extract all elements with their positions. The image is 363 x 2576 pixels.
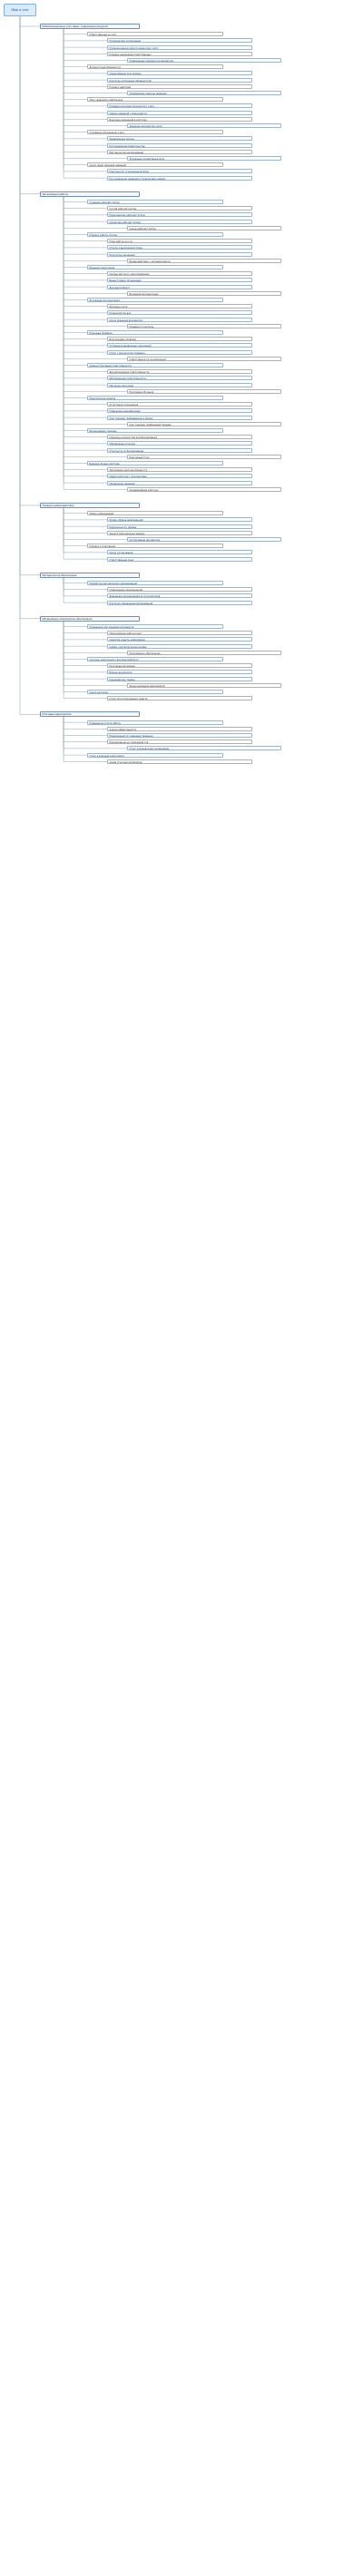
connector-line	[64, 26, 107, 47]
item-node[interactable]: Бронирование граждан	[87, 428, 223, 433]
section-node[interactable]: Порядок взаимодействия	[40, 503, 140, 508]
item-node[interactable]: Повышение квалификации	[107, 408, 252, 413]
connector-line	[64, 26, 87, 100]
item-node[interactable]: Бланки документов	[107, 670, 252, 674]
item-node[interactable]: Федеральные законы	[107, 136, 252, 141]
item-node[interactable]: План работы на год	[107, 239, 252, 243]
item-node[interactable]: Ответственность за нарушения	[127, 357, 281, 361]
item-node[interactable]: Члены рабочей группы	[127, 226, 281, 230]
connector-line	[20, 16, 40, 505]
section-node[interactable]: Мобилизационные учет меры, снаряжение ресурсов	[40, 24, 140, 29]
item-node[interactable]: Сверка карточек с документами	[107, 474, 252, 478]
connector-line	[64, 26, 107, 145]
connector-line	[64, 194, 87, 366]
connector-line	[64, 619, 107, 646]
item-node[interactable]: Ежегодно до установленной даты	[107, 169, 252, 173]
item-node[interactable]: Ежегодный отчет	[127, 455, 281, 459]
connector-line	[64, 26, 107, 54]
connector-line	[20, 16, 40, 714]
item-node[interactable]: Плановые проверки	[87, 330, 223, 335]
connector-line	[64, 619, 87, 660]
item-node[interactable]: Хранение документов учета	[127, 123, 281, 128]
connector-line	[64, 194, 107, 313]
item-node[interactable]: Планирование на следующий год	[107, 739, 252, 744]
connector-line	[64, 194, 107, 215]
item-node[interactable]: Взаимодействие с органами власти	[127, 259, 281, 263]
item-node[interactable]: Сверка сведений с военкоматом	[107, 111, 252, 115]
item-node[interactable]: Отчеты о выполнении плана	[107, 245, 252, 250]
item-node[interactable]: Средства защиты информации	[107, 637, 252, 642]
item-node[interactable]: Согласование документов	[127, 537, 281, 542]
connector-line	[20, 16, 40, 194]
item-node[interactable]: Локальные нормативные акты	[127, 156, 281, 161]
item-node[interactable]: Программа обучения	[127, 389, 281, 394]
connector-line	[64, 26, 107, 139]
item-node[interactable]: Проверки и контроль	[127, 324, 281, 328]
connector-line	[64, 575, 107, 602]
connector-line	[64, 194, 107, 352]
connector-line	[64, 194, 87, 235]
item-node[interactable]: Постановления правительства	[107, 143, 252, 148]
item-node[interactable]: Оформление отсрочки	[107, 441, 252, 446]
item-node[interactable]: Финансирование мероприятий	[127, 683, 281, 688]
item-node[interactable]: Входящая документация	[127, 291, 281, 296]
item-node[interactable]: Оборудование рабочих мест	[107, 631, 252, 635]
item-node[interactable]: Помещения для хранения документов	[87, 624, 223, 629]
item-node[interactable]: Обучение персонала	[107, 383, 252, 387]
section-node[interactable]: Итоговые мероприятия	[40, 711, 140, 717]
item-node[interactable]: Секретарь рабочей группы	[107, 220, 252, 224]
connector-line	[64, 194, 87, 398]
item-node[interactable]: Материальная ответственность	[107, 376, 252, 380]
section-node[interactable]: Методическое обеспечение	[40, 573, 140, 578]
item-node[interactable]: Отчет о результатах проверки	[107, 350, 252, 355]
connector-line	[20, 16, 40, 619]
connector-line	[64, 194, 107, 287]
item-node[interactable]: Внесение изменений в карточки	[107, 117, 252, 122]
item-node[interactable]: Устранение выявленных нарушений	[107, 343, 252, 348]
item-node[interactable]: Системы электронного документооборота	[87, 657, 223, 661]
item-node[interactable]: Ответственные лица	[107, 557, 252, 562]
item-node[interactable]: Утверждение приказом руководителя	[127, 58, 281, 63]
item-node[interactable]: Смета расходов	[87, 690, 223, 694]
item-node[interactable]: Дисциплинарная ответственность	[107, 369, 252, 374]
item-node[interactable]: Порядок работы группы	[87, 232, 223, 237]
item-node[interactable]: Анализ эффективности	[107, 727, 252, 731]
item-node[interactable]: Учет граждан пребывающих в запасе	[107, 416, 252, 420]
connector-line	[64, 619, 87, 692]
item-node[interactable]: Создание рабочей группы	[87, 200, 223, 204]
item-node[interactable]: Уполномоченное лицо по воинскому учету	[107, 45, 252, 50]
item-node[interactable]: Расходные материалы	[107, 663, 252, 668]
item-node[interactable]: Сроки представления сведений	[87, 162, 223, 167]
item-node[interactable]: Военный комиссариат	[87, 265, 223, 269]
item-node[interactable]: Заполнение карточек формы Т-2	[107, 467, 252, 472]
item-node[interactable]: Контроль исполнения обязанностей	[107, 78, 252, 83]
connector-line	[64, 194, 87, 268]
connector-line	[64, 505, 87, 546]
item-node[interactable]: Подведение итогов работы	[87, 720, 223, 725]
connector-line	[64, 194, 107, 372]
item-node[interactable]: Сроки согласования	[107, 550, 252, 554]
connector-line	[64, 714, 107, 741]
item-node[interactable]: Сбор сведений о работниках	[87, 97, 223, 102]
item-node[interactable]: Методические рекомендации	[107, 150, 252, 154]
item-node[interactable]: Должностные обязанности	[87, 64, 223, 69]
connector-line	[64, 194, 107, 221]
item-node[interactable]: Практические занятия	[87, 396, 223, 400]
item-node[interactable]: Отчет об использовании средств	[107, 696, 252, 700]
connector-line	[64, 26, 87, 132]
item-node[interactable]: Документооборот	[107, 285, 252, 289]
item-node[interactable]: Обмен информацией	[87, 511, 223, 515]
item-node[interactable]: Аттестация сотрудников	[107, 402, 252, 406]
item-node[interactable]: При изменении сведений в течение двух недель	[107, 176, 252, 181]
item-node[interactable]: Программное обеспечение	[127, 651, 281, 655]
item-node[interactable]: Номенклатура дел	[107, 310, 252, 315]
connector-line	[64, 194, 87, 300]
item-node[interactable]: Порядок назначения ответственных	[107, 52, 252, 56]
connector-line	[64, 194, 107, 417]
item-node[interactable]: Архив отчетных материалов	[107, 759, 252, 764]
item-node[interactable]: Журналы учета	[107, 304, 252, 309]
item-node[interactable]: Проверка документов воинского учета	[107, 103, 252, 108]
item-node[interactable]: Ответственные за учет	[87, 32, 223, 36]
item-node[interactable]: Утверждение рекомендаций	[107, 587, 252, 592]
item-node[interactable]: Порядок согласования	[87, 544, 223, 548]
item-node[interactable]: Определение перечня сведений	[127, 91, 281, 95]
connector-line	[64, 194, 107, 307]
connector-line	[64, 26, 87, 67]
item-node[interactable]: Контроль применения рекомендаций	[107, 601, 252, 605]
connector-line	[64, 714, 107, 735]
item-node[interactable]: Архивирование карточек	[127, 487, 281, 492]
connector-line	[64, 194, 107, 437]
section-node[interactable]: Материально-техническое обеспечение	[40, 616, 140, 622]
item-node[interactable]: Сроки хранения документов	[107, 318, 252, 322]
item-node[interactable]: Руководитель организации	[107, 38, 252, 43]
connector-line	[20, 16, 40, 26]
item-node[interactable]: Административная ответственность	[87, 363, 223, 367]
item-node[interactable]: Вышестоящие организации	[107, 278, 252, 282]
connector-line	[64, 194, 87, 431]
item-node[interactable]: Отчет руководителю организации	[127, 746, 281, 750]
connector-line	[64, 26, 107, 178]
connector-line	[64, 714, 87, 755]
item-node[interactable]: Перечень должностей для бронирования	[107, 435, 252, 439]
connector-line	[64, 505, 107, 533]
item-node[interactable]: Ведение личных карточек	[87, 461, 223, 465]
section-node[interactable]: Организация работы	[40, 191, 140, 197]
item-node[interactable]: Органы местного самоуправления	[107, 271, 252, 276]
root-node[interactable]: Сбор и учет	[4, 4, 36, 16]
item-node[interactable]: Периодичность обмена	[107, 524, 252, 529]
item-node[interactable]: Предложения по совершенствованию	[107, 733, 252, 738]
item-node[interactable]: Формы обмена информацией	[107, 517, 252, 522]
connector-line	[20, 16, 40, 575]
item-node[interactable]: Сейфы и металлические шкафы	[107, 644, 252, 649]
item-node[interactable]: Внеплановые проверки	[107, 337, 252, 341]
connector-line	[64, 194, 107, 483]
connector-line	[64, 194, 107, 346]
item-node[interactable]: Ознакомление под подпись	[107, 71, 252, 75]
connector-line	[64, 575, 107, 596]
item-node[interactable]: Защита персональных данных	[107, 531, 252, 535]
item-node[interactable]: Отчетность по бронированию	[107, 448, 252, 453]
item-node[interactable]: Разработка методических рекомендаций	[87, 581, 223, 585]
connector-line	[64, 194, 127, 424]
item-node[interactable]: Порядок действий	[107, 84, 252, 89]
connector-line	[64, 194, 107, 385]
item-node[interactable]: Основания для ведения учета	[87, 130, 223, 134]
item-node[interactable]: Доведение рекомендаций до исполнителей	[107, 593, 252, 598]
item-node[interactable]: Учет граждан подлежащих призыву	[127, 422, 281, 426]
item-node[interactable]: Отчет в военный комиссариат	[87, 753, 223, 758]
connector-line	[64, 505, 107, 526]
item-node[interactable]: Исходящая документация	[87, 298, 223, 302]
item-node[interactable]: Председатель рабочей группы	[107, 212, 252, 217]
item-node[interactable]: Обновление сведений	[107, 481, 252, 485]
item-node[interactable]: Протоколы заседаний	[107, 252, 252, 257]
item-node[interactable]: Канцелярские товары	[107, 677, 252, 681]
connector-line	[64, 619, 107, 640]
item-node[interactable]: Состав рабочей группы	[107, 206, 252, 211]
connector-line	[64, 26, 107, 119]
connector-line	[64, 26, 127, 93]
